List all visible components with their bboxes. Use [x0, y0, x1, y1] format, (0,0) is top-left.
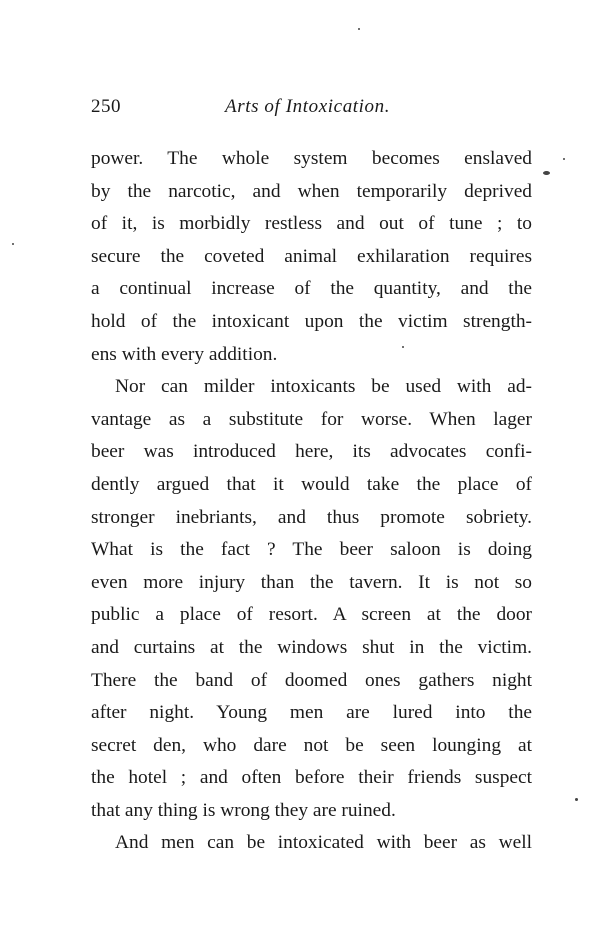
text-line: beer was introduced here, its advocates confi- [91, 441, 532, 463]
text-line: ens with every addition. [91, 343, 278, 365]
running-title: Arts of Intoxication. [225, 96, 391, 117]
text-line: of it, is morbidly restless and out of tune ; to [91, 213, 532, 235]
text-line: even more injury than the tavern. It is not so [91, 571, 532, 593]
text-line: And men can be intoxicated with beer as well [115, 832, 532, 854]
text-line: secure the coveted animal exhilaration requires [91, 245, 532, 267]
text-line: vantage as a substitute for worse. When lager [91, 408, 532, 430]
text-line: and curtains at the windows shut in the victim. [91, 636, 532, 658]
scan-speck [402, 346, 404, 348]
text-line: public a place of resort. A screen at the door [91, 604, 532, 626]
text-line: a continual increase of the quantity, and the [91, 278, 532, 300]
scan-speck [12, 243, 14, 245]
text-line: stronger inebriants, and thus promote sobriety. [91, 506, 532, 528]
text-line: after night. Young men are lured into the [91, 702, 532, 724]
scan-speck [358, 28, 360, 30]
text-line: by the narcotic, and when temporarily deprived [91, 180, 532, 202]
text-line: What is the fact ? The beer saloon is doing [91, 539, 532, 561]
text-line: the hotel ; and often before their friends suspect [91, 767, 532, 789]
text-line: hold of the intoxicant upon the victim strength- [91, 310, 532, 332]
scan-speck [575, 798, 578, 801]
text-line: dently argued that it would take the place of [91, 473, 532, 495]
text-line: secret den, who dare not be seen lounging at [91, 734, 532, 756]
running-head [91, 96, 531, 126]
text-line: Nor can milder intoxicants be used with ad- [115, 376, 532, 398]
body-text [91, 143, 532, 860]
scan-speck [543, 171, 550, 175]
scan-speck [563, 158, 565, 160]
text-line: power. The whole system becomes enslaved [91, 148, 532, 169]
text-line: There the band of doomed ones gathers night [91, 669, 532, 691]
page-number: 250 [91, 96, 121, 117]
text-line: that any thing is wrong they are ruined. [91, 799, 396, 821]
